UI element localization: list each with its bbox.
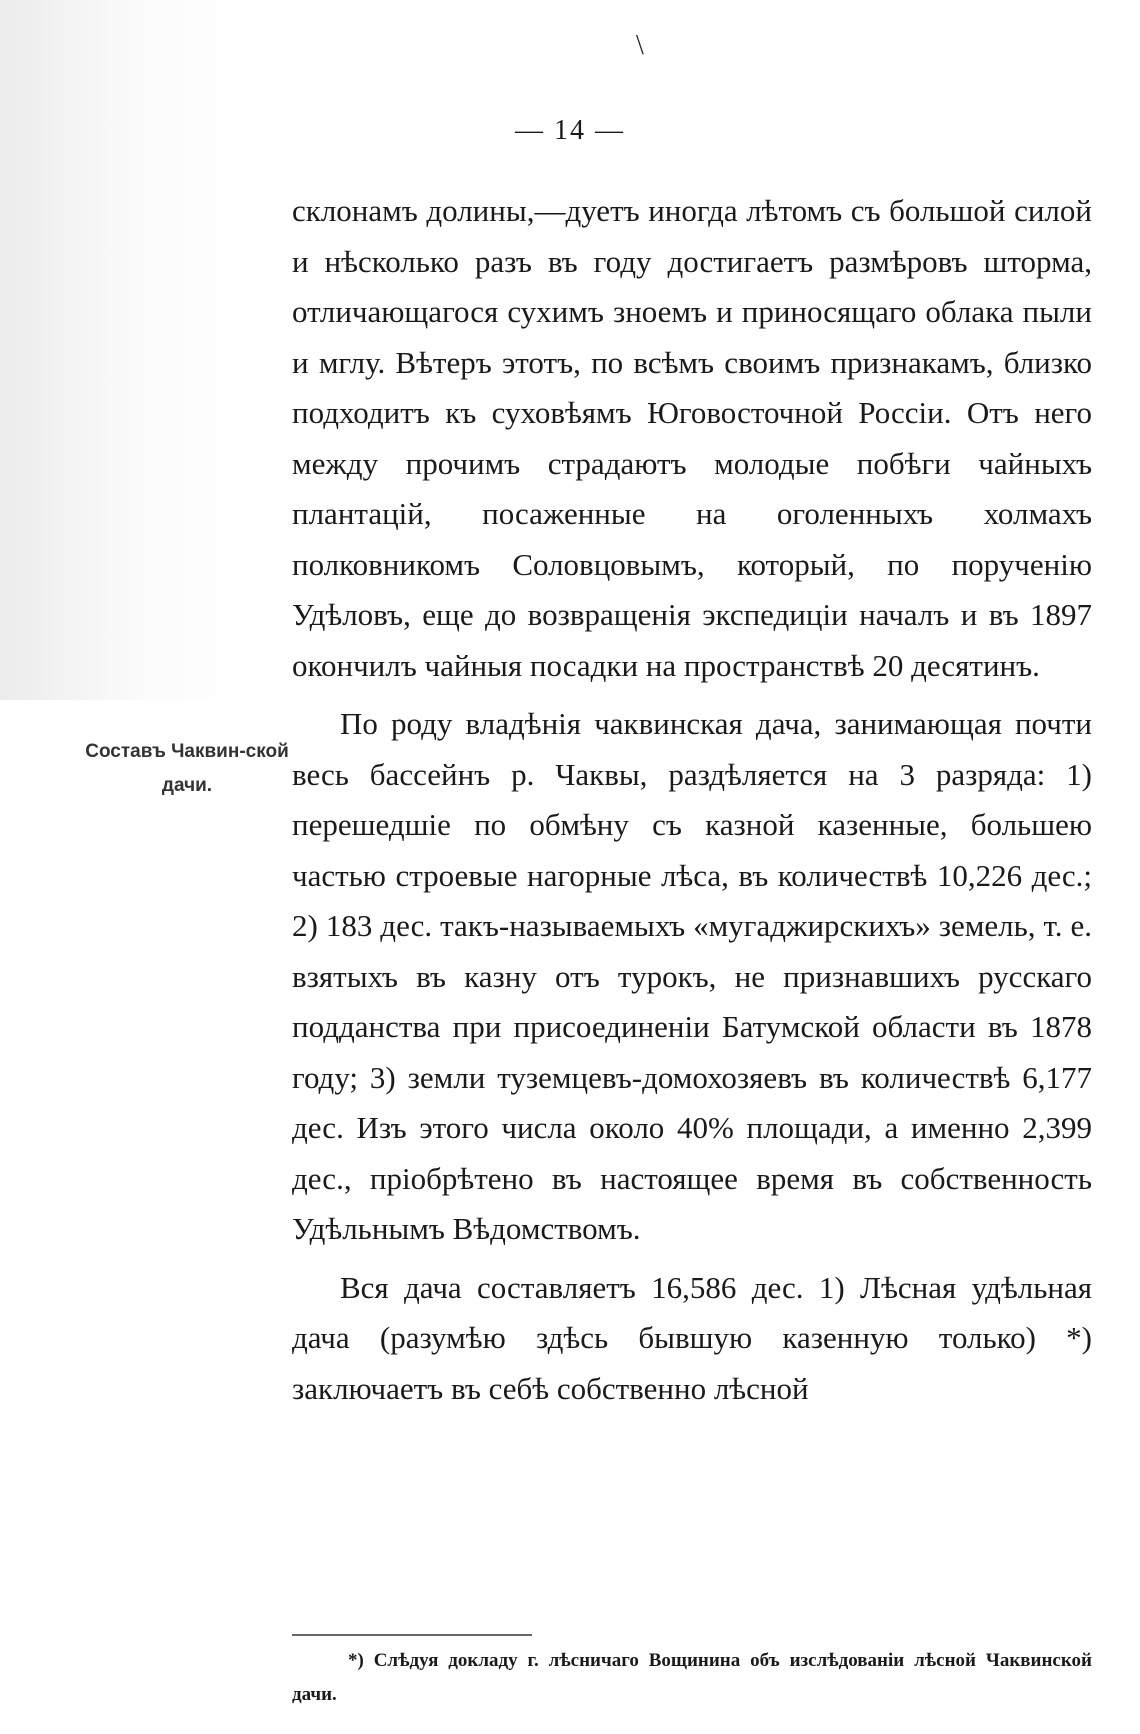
body-text (292, 186, 1092, 1414)
paragraph-1: склонамъ долины,—дуетъ иногда лѣтомъ съ большой силой и нѣсколько разъ въ году достигаетъ размѣровъ шторма, отличающагося сухимъ зноемъ и приносящаго облака пыли и мглу. Вѣтеръ этотъ, по всѣмъ своимъ признакамъ, близко подходитъ къ суховѣямъ Юговосточной Россіи. Отъ него между прочимъ страдаютъ молодые побѣги чайныхъ плантацій, посаженные на оголенныхъ холмахъ полковникомъ Соловцовымъ, который, по порученію Удѣловъ, еще до возвращенія экспедиціи началъ и въ 1897 окончилъ чайныя посадки на пространствѣ 20 десятинъ. (292, 193, 1092, 683)
page-number: — 14 — (515, 115, 625, 146)
paragraph-3: Вся дача составляетъ 16,586 дес. 1) Лѣсная удѣльная дача (разумѣю здѣсь бывшую казенную только) *) заключаетъ въ себѣ собственно лѣсной (292, 1269, 1092, 1406)
footnote-text: *) Слѣдуя докладу г. лѣсничаго Вощинина объ изслѣдованіи лѣсной Чаквинской дачи. (292, 1650, 1092, 1705)
top-mark: \ (636, 30, 644, 61)
footnote-rule (292, 1634, 532, 1636)
margin-note: Составъ Чаквин-ской дачи. (85, 741, 289, 796)
scan-shadow (0, 0, 260, 700)
paragraph-2: По роду владѣнія чаквинская дача, занимающая почти весь бассейнъ р. Чаквы, раздѣляется на 3 разряда: 1) перешедшіе по обмѣну съ казной казенные, большею частью строевые нагорные лѣса, въ количествѣ 10,226 дес.; 2) 183 дес. такъ-называемыхъ «мугаджирскихъ» земель, т. е. взятыхъ въ казну отъ турокъ, не признавшихъ русскаго подданства при присоединеніи Батумской области въ 1878 году; 3) земли туземцевъ-домохозяевъ въ количествѣ 6,177 дес. Изъ этого числа около 40% площади, а именно 2,399 дес., пріобрѣтено въ настоящее время въ собственность Удѣльнымъ Вѣдомствомъ. (292, 706, 1092, 1246)
footnote (292, 1644, 1092, 1712)
